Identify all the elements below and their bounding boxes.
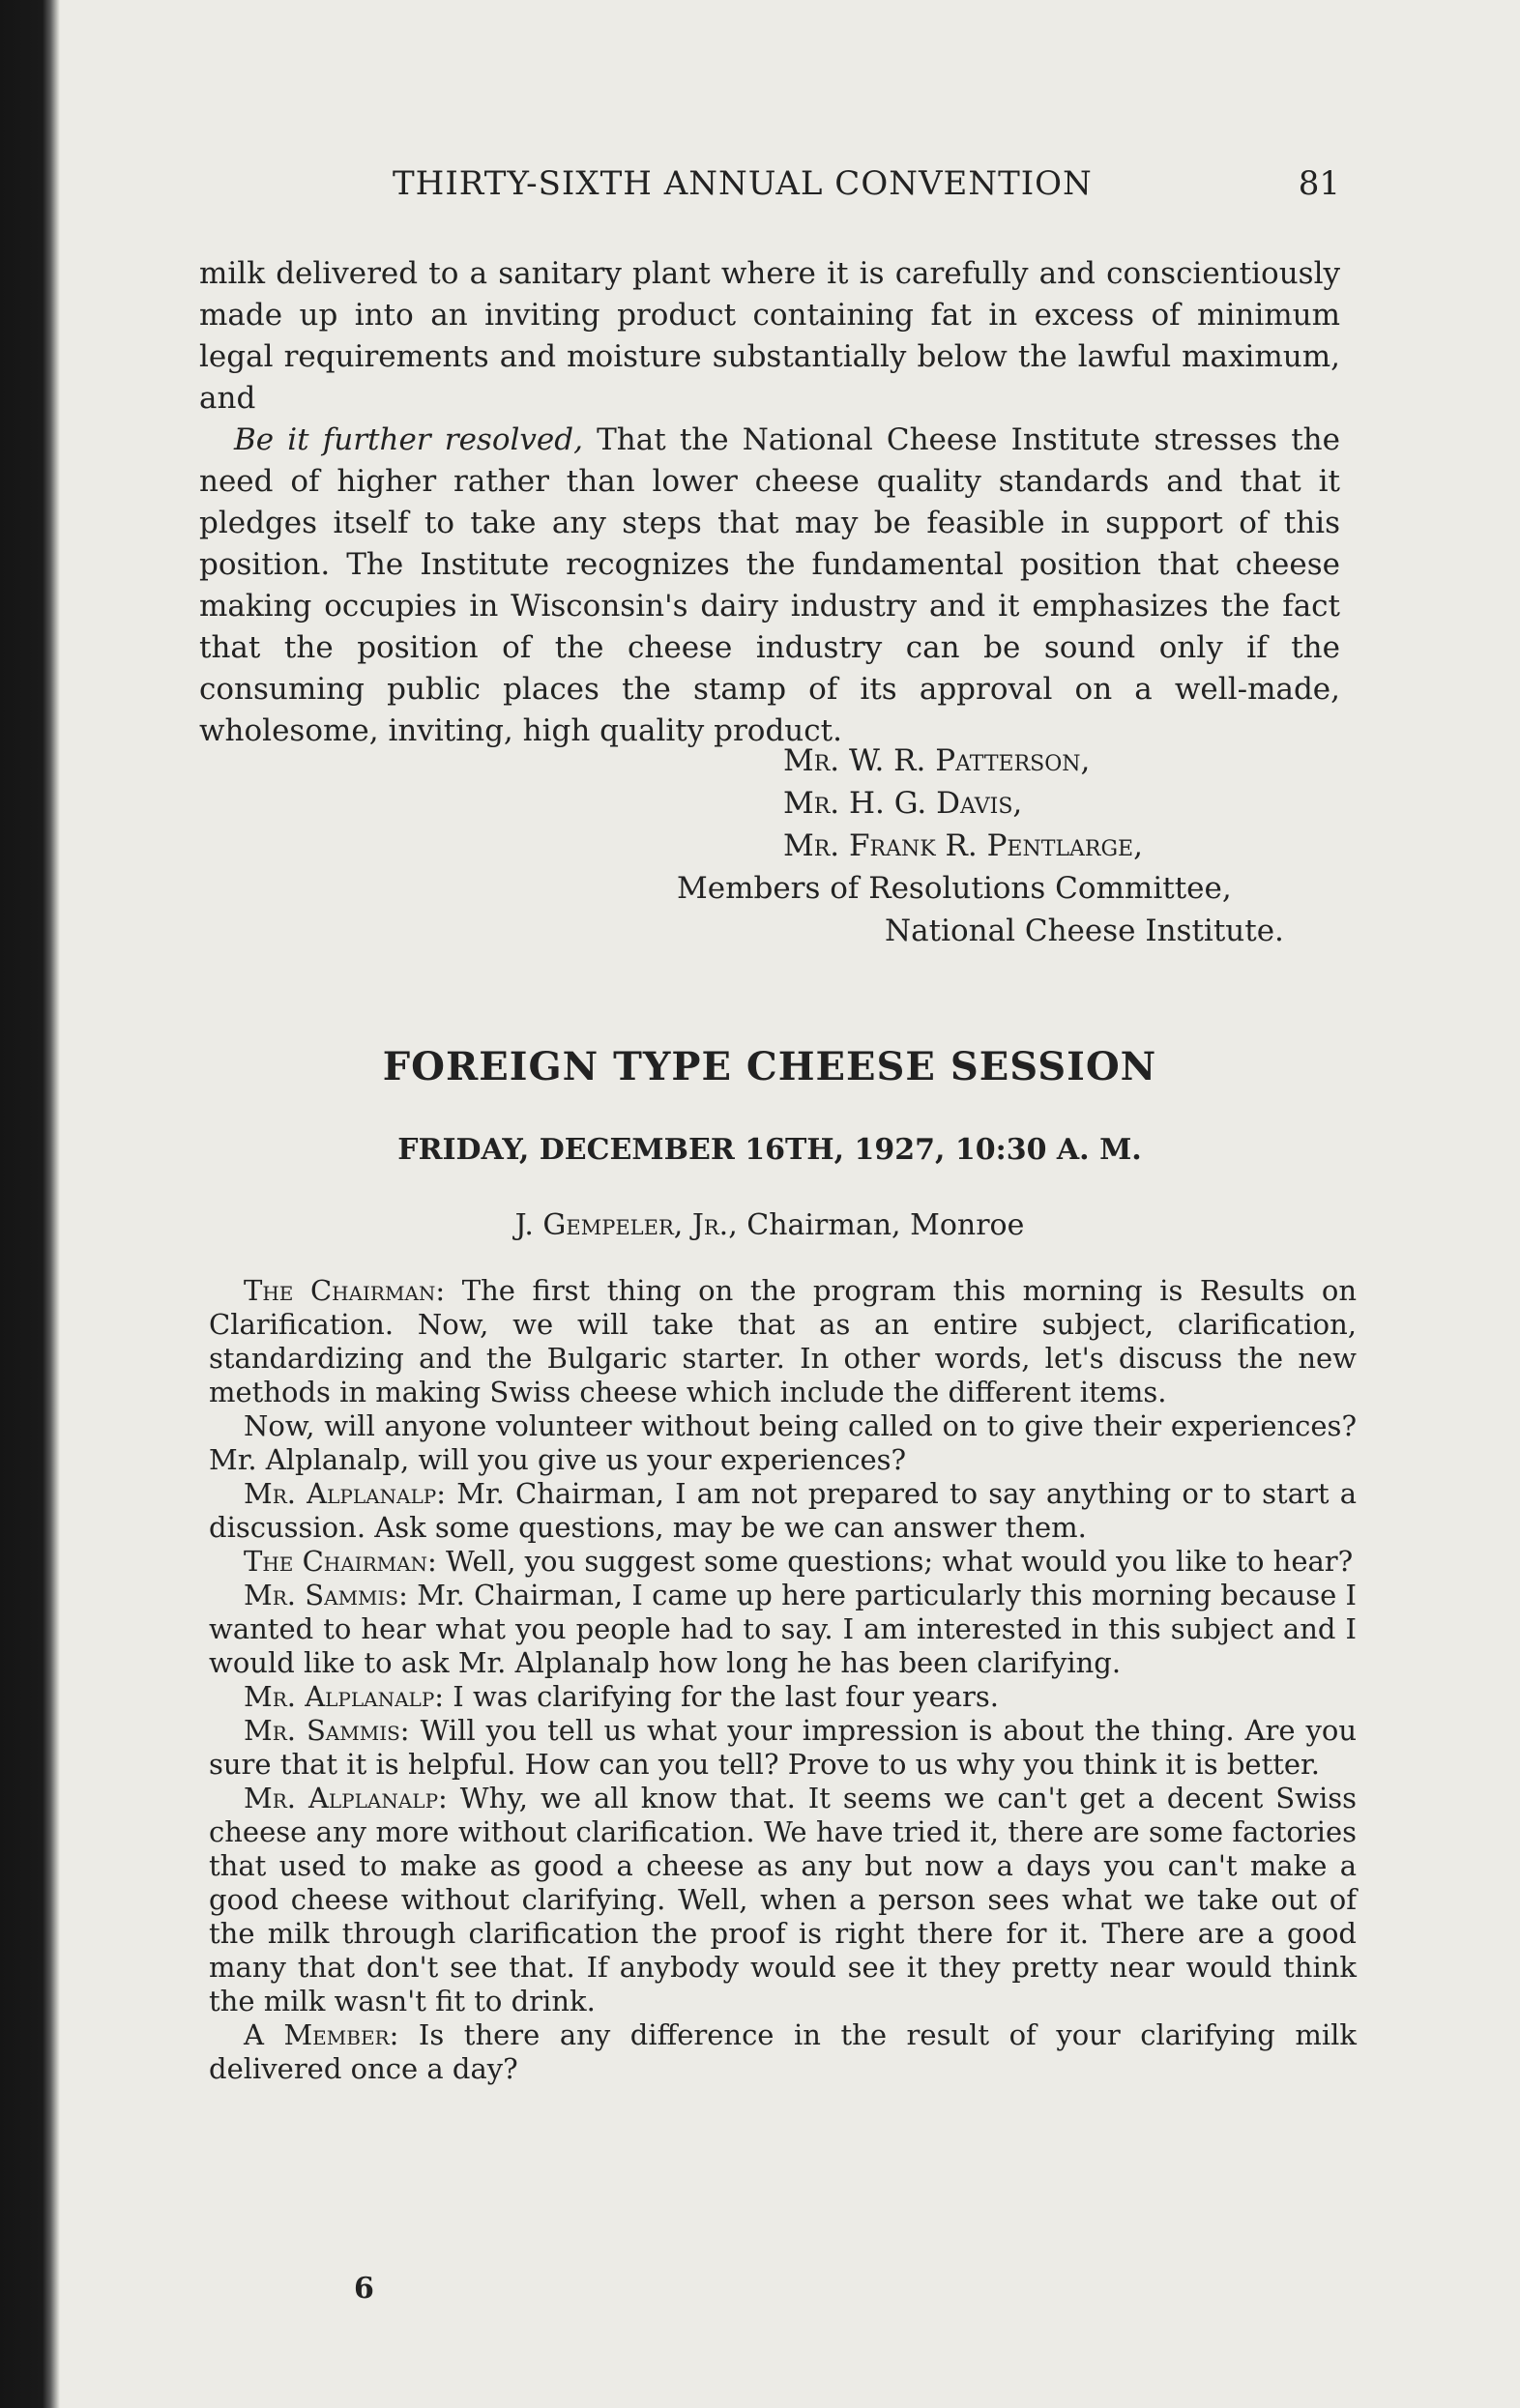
committee-name: Members of Resolutions Committee,	[677, 871, 1232, 906]
resolution-paragraph-1: milk delivered to a sanitary plant where it is carefully and conscientiously made up into an inviting product containing fat in excess of minimum legal requirements and moisture substantially below the lawful maximum, and	[199, 256, 1340, 416]
resolution-text	[199, 253, 1340, 752]
speaker-label: Mr. Alplanalp:	[244, 1782, 448, 1814]
transcript-entry	[209, 1782, 1357, 2018]
transcript-entry	[209, 1274, 1357, 1409]
running-title: THIRTY-SIXTH ANNUAL CONVENTION	[393, 164, 1093, 203]
speech-text: Mr. Chairman, I am not prepared to say anything or to start a discussion. Ask some questions, may be we can answer them.	[209, 1477, 1357, 1544]
running-header	[199, 164, 1340, 213]
transcript-entry	[209, 1680, 1357, 1714]
speaker-label: Mr. Alplanalp:	[244, 1477, 447, 1510]
speech-text: Will you tell us what your impression is about the thing. Are you sure that it is helpful. How can you tell? Prove to us why you think it is better.	[209, 1714, 1358, 1781]
chairman-detail: , Chairman, Monroe	[728, 1208, 1025, 1242]
chairman-name: J. Gempeler, Jr.	[514, 1208, 729, 1242]
transcript-entry	[209, 1545, 1357, 1579]
page-number: 81	[1298, 164, 1340, 203]
speaker-label: The Chairman:	[244, 1545, 437, 1578]
speech-text: Is there any difference in the result of your clarifying milk delivered once a day?	[209, 2018, 1357, 2085]
resolution-lead: Be it further resolved,	[234, 422, 583, 457]
session-date: FRIDAY, DECEMBER 16TH, 1927, 10:30 A. M.	[397, 1133, 1142, 1167]
session-transcript	[209, 1274, 1357, 2086]
speech-text: Why, we all know that. It seems we can't get a decent Swiss cheese any more without clarification. We have tried it, there are some factories that used to make as good a cheese as any but now a days you can't make a good cheese without clarifying. Well, when a person sees what we take out of the milk through clarification the proof is right there for it. There are a good many that don't see that. If anybody would see it they pretty near would think the milk wasn't fit to drink.	[209, 1782, 1358, 2017]
speech-text: Mr. Chairman, I came up here particularly this morning because I wanted to hear what you people had to say. I am interested in this subject and I would like to ask Mr. Alplanalp how long he has been clarifying.	[209, 1579, 1358, 1679]
speech-text: The first thing on the program this morning is Results on Clarification. Now, we will take that as an entire subject, clarification, standardizing and the Bulgaric starter. In other words, let's discuss the new methods in making Swiss cheese which include the different items.	[209, 1274, 1357, 1408]
speaker-label: Mr. Sammis:	[244, 1579, 408, 1611]
transcript-entry	[209, 1409, 1357, 1477]
speech-text: I was clarifying for the last four years.	[444, 1680, 1000, 1713]
transcript-entry	[209, 1579, 1357, 1680]
printer-signature-mark: 6	[354, 2272, 374, 2306]
speech-text: Well, you suggest some questions; what would you like to hear?	[436, 1545, 1354, 1578]
speaker-label: The Chairman:	[244, 1274, 446, 1307]
speaker-label: Mr. Alplanalp:	[244, 1680, 445, 1713]
signatory-patterson: Mr. W. R. Patterson,	[783, 743, 1091, 778]
speaker-label: A Member:	[244, 2018, 399, 2051]
signatory-davis: Mr. H. G. Davis,	[783, 786, 1023, 821]
transcript-entry	[209, 1477, 1357, 1545]
resolution-body: That the National Cheese Institute stresses the need of higher rather than lower cheese quality standards and that it pledges itself to take any steps that may be feasible in support of this position. The Institute recognizes the fundamental position that cheese making occupies in Wisconsin's dairy industry and it emphasizes the fact that the position of the cheese industry can be sound only if the consuming public places the stamp of its approval on a well-made, wholesome, inviting, high quality product.	[199, 422, 1340, 748]
resolution-paragraph-2	[199, 420, 1340, 752]
committee-signature	[677, 740, 1284, 952]
institute-name: National Cheese Institute.	[885, 914, 1284, 948]
transcript-entry	[209, 2018, 1357, 2086]
transcript-entry	[209, 1714, 1357, 1782]
speaker-label: Mr. Sammis:	[244, 1714, 410, 1747]
session-chairman	[199, 1208, 1340, 1242]
signatory-pentlarge: Mr. Frank R. Pentlarge,	[783, 828, 1143, 863]
speech-text: Now, will anyone volunteer without being called on to give their experiences? Mr. Alplanalp, will you give us your experiences?	[209, 1409, 1357, 1476]
session-heading: FOREIGN TYPE CHEESE SESSION	[382, 1044, 1157, 1089]
